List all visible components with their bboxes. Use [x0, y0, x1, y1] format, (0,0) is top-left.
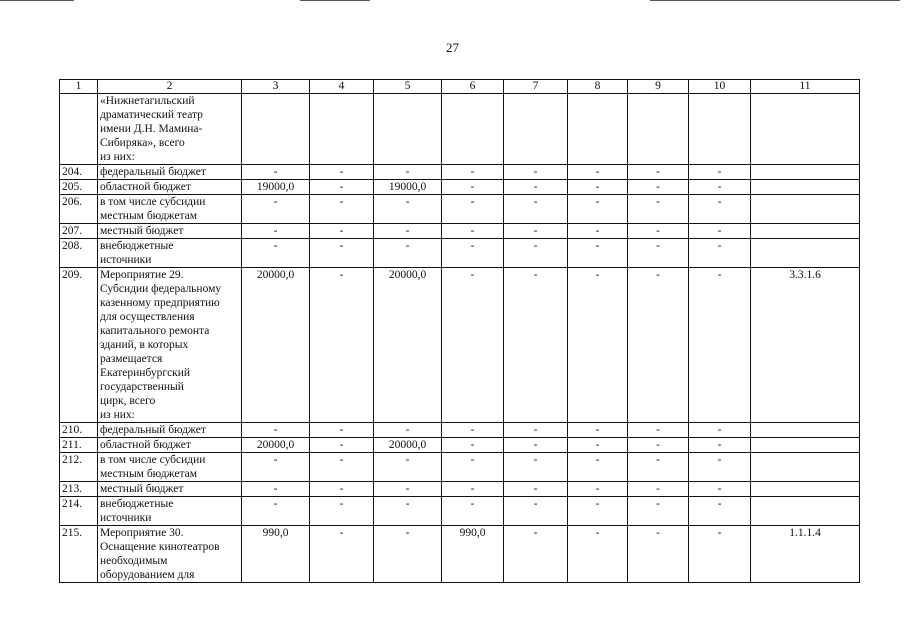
value-cell-c9: - — [628, 423, 689, 438]
value-cell-c8: - — [568, 453, 628, 482]
value-cell-c11: 1.1.1.4 — [751, 526, 860, 583]
value-cell-c4: - — [310, 165, 374, 180]
budget-table — [59, 79, 860, 583]
table-row — [60, 453, 860, 482]
row-number: 214. — [60, 497, 98, 526]
value-cell-c4: - — [310, 423, 374, 438]
description-line: областной бюджет — [100, 181, 191, 193]
value-cell-c11 — [751, 239, 860, 268]
value-cell-c10: - — [689, 497, 751, 526]
description-line: местным бюджетам — [100, 468, 197, 480]
value-cell-c5: - — [374, 165, 442, 180]
value-cell-c5 — [374, 94, 442, 165]
value-cell-c4: - — [310, 438, 374, 453]
value-cell-c5: - — [374, 423, 442, 438]
value-cell-c4: - — [310, 239, 374, 268]
value-cell-c6: - — [442, 165, 504, 180]
row-number: 212. — [60, 453, 98, 482]
value-cell-c3: 20000,0 — [242, 438, 310, 453]
table-row — [60, 526, 860, 583]
value-cell-c8: - — [568, 165, 628, 180]
value-cell-c4: - — [310, 453, 374, 482]
value-cell-c7: - — [504, 482, 568, 497]
value-cell-c10 — [689, 94, 751, 165]
header-cell: 7 — [504, 80, 568, 94]
value-cell-c11 — [751, 497, 860, 526]
value-cell-c6: - — [442, 482, 504, 497]
value-cell-c10: - — [689, 180, 751, 195]
row-description — [98, 268, 242, 423]
value-cell-c3: - — [242, 165, 310, 180]
row-number: 208. — [60, 239, 98, 268]
row-description — [98, 497, 242, 526]
row-number: 209. — [60, 268, 98, 423]
value-cell-c11 — [751, 482, 860, 497]
header-cell: 4 — [310, 80, 374, 94]
description-line: Субсидии федеральному — [100, 283, 222, 295]
value-cell-c5: 20000,0 — [374, 268, 442, 423]
value-cell-c5: - — [374, 482, 442, 497]
header-cell: 1 — [60, 80, 98, 94]
value-cell-c7: - — [504, 224, 568, 239]
header-cell: 5 — [374, 80, 442, 94]
table-row — [60, 268, 860, 423]
description-line: государственный — [100, 381, 184, 393]
row-description — [98, 438, 242, 453]
row-number: 215. — [60, 526, 98, 583]
description-line: федеральный бюджет — [100, 424, 206, 436]
header-cell: 6 — [442, 80, 504, 94]
value-cell-c6: - — [442, 438, 504, 453]
value-cell-c7: - — [504, 453, 568, 482]
value-cell-c3: - — [242, 453, 310, 482]
row-number — [60, 94, 98, 165]
value-cell-c9: - — [628, 165, 689, 180]
value-cell-c4: - — [310, 526, 374, 583]
value-cell-c3: - — [242, 195, 310, 224]
table-row — [60, 165, 860, 180]
description-line: оборудованием для — [100, 569, 195, 581]
value-cell-c3: 20000,0 — [242, 268, 310, 423]
value-cell-c6: - — [442, 268, 504, 423]
value-cell-c11 — [751, 94, 860, 165]
value-cell-c8: - — [568, 438, 628, 453]
description-line: местным бюджетам — [100, 210, 197, 222]
table-row — [60, 224, 860, 239]
value-cell-c4: - — [310, 482, 374, 497]
page-number: 27 — [446, 40, 459, 55]
table-row — [60, 94, 860, 165]
value-cell-c6: - — [442, 224, 504, 239]
value-cell-c5: - — [374, 497, 442, 526]
scan-top-line-right — [650, 0, 900, 1]
header-cell: 11 — [751, 80, 860, 94]
value-cell-c6: - — [442, 195, 504, 224]
value-cell-c6: - — [442, 497, 504, 526]
value-cell-c10: - — [689, 165, 751, 180]
value-cell-c8: - — [568, 482, 628, 497]
header-cell: 9 — [628, 80, 689, 94]
description-line: «Нижнетагильский — [100, 95, 195, 107]
value-cell-c4: - — [310, 268, 374, 423]
value-cell-c3: - — [242, 482, 310, 497]
row-description — [98, 94, 242, 165]
value-cell-c10: - — [689, 268, 751, 423]
value-cell-c9: - — [628, 526, 689, 583]
header-cell: 10 — [689, 80, 751, 94]
value-cell-c6: - — [442, 180, 504, 195]
row-description — [98, 195, 242, 224]
description-line: казенному предприятию — [100, 297, 220, 309]
value-cell-c8: - — [568, 195, 628, 224]
value-cell-c10: - — [689, 526, 751, 583]
description-line: в том числе субсидии — [100, 454, 206, 466]
value-cell-c11: 3.3.1.6 — [751, 268, 860, 423]
value-cell-c7: - — [504, 497, 568, 526]
table-row — [60, 180, 860, 195]
row-description — [98, 180, 242, 195]
value-cell-c11 — [751, 423, 860, 438]
table-row — [60, 239, 860, 268]
table-row — [60, 195, 860, 224]
table-row — [60, 423, 860, 438]
description-line: местный бюджет — [100, 483, 184, 495]
description-line: необходимым — [100, 555, 168, 567]
value-cell-c6: 990,0 — [442, 526, 504, 583]
value-cell-c3: - — [242, 224, 310, 239]
value-cell-c8 — [568, 94, 628, 165]
description-line: Мероприятие 30. — [100, 527, 184, 539]
value-cell-c10: - — [689, 239, 751, 268]
description-line: из них: — [100, 151, 135, 163]
value-cell-c4: - — [310, 195, 374, 224]
value-cell-c3: - — [242, 497, 310, 526]
value-cell-c8: - — [568, 526, 628, 583]
description-line: Мероприятие 29. — [100, 269, 184, 281]
description-line: в том числе субсидии — [100, 196, 206, 208]
value-cell-c5: 20000,0 — [374, 438, 442, 453]
row-description — [98, 453, 242, 482]
row-description — [98, 224, 242, 239]
value-cell-c8: - — [568, 423, 628, 438]
value-cell-c11 — [751, 438, 860, 453]
description-line: капитального ремонта — [100, 325, 210, 337]
row-description — [98, 423, 242, 438]
description-line: областной бюджет — [100, 439, 191, 451]
row-number: 205. — [60, 180, 98, 195]
row-description — [98, 526, 242, 583]
description-line: драматический театр — [100, 109, 203, 121]
value-cell-c3 — [242, 94, 310, 165]
value-cell-c3: 990,0 — [242, 526, 310, 583]
value-cell-c3: - — [242, 423, 310, 438]
value-cell-c8: - — [568, 268, 628, 423]
value-cell-c9: - — [628, 268, 689, 423]
value-cell-c7: - — [504, 165, 568, 180]
description-line: из них: — [100, 409, 135, 421]
value-cell-c5: - — [374, 195, 442, 224]
value-cell-c11 — [751, 165, 860, 180]
value-cell-c5: - — [374, 224, 442, 239]
row-number: 204. — [60, 165, 98, 180]
description-line: внебюджетные — [100, 240, 174, 252]
value-cell-c8: - — [568, 497, 628, 526]
description-line: цирк, всего — [100, 395, 156, 407]
value-cell-c3: - — [242, 239, 310, 268]
value-cell-c10: - — [689, 453, 751, 482]
header-cell: 8 — [568, 80, 628, 94]
value-cell-c9: - — [628, 224, 689, 239]
description-line: Сибиряка», всего — [100, 137, 185, 149]
value-cell-c4: - — [310, 180, 374, 195]
value-cell-c6: - — [442, 423, 504, 438]
value-cell-c7: - — [504, 438, 568, 453]
value-cell-c11 — [751, 180, 860, 195]
value-cell-c7: - — [504, 239, 568, 268]
table-row — [60, 497, 860, 526]
value-cell-c9: - — [628, 453, 689, 482]
description-line: зданий, в которых — [100, 339, 189, 351]
value-cell-c7: - — [504, 268, 568, 423]
description-line: источники — [100, 512, 152, 524]
value-cell-c6 — [442, 94, 504, 165]
header-cell: 2 — [98, 80, 242, 94]
description-line: местный бюджет — [100, 225, 184, 237]
value-cell-c9 — [628, 94, 689, 165]
value-cell-c9: - — [628, 195, 689, 224]
value-cell-c7: - — [504, 423, 568, 438]
description-line: размещается — [100, 353, 163, 365]
value-cell-c10: - — [689, 438, 751, 453]
value-cell-c5: 19000,0 — [374, 180, 442, 195]
value-cell-c6: - — [442, 453, 504, 482]
value-cell-c9: - — [628, 239, 689, 268]
scan-top-line-left — [0, 0, 74, 1]
value-cell-c8: - — [568, 224, 628, 239]
value-cell-c11 — [751, 195, 860, 224]
value-cell-c8: - — [568, 239, 628, 268]
table-row — [60, 438, 860, 453]
value-cell-c5: - — [374, 453, 442, 482]
value-cell-c9: - — [628, 438, 689, 453]
row-number: 210. — [60, 423, 98, 438]
value-cell-c10: - — [689, 423, 751, 438]
description-line: источники — [100, 254, 152, 266]
value-cell-c7 — [504, 94, 568, 165]
description-line: федеральный бюджет — [100, 166, 206, 178]
row-number: 213. — [60, 482, 98, 497]
row-description — [98, 165, 242, 180]
value-cell-c4 — [310, 94, 374, 165]
description-line: для осуществления — [100, 311, 195, 323]
value-cell-c4: - — [310, 224, 374, 239]
scan-top-line-center — [300, 0, 370, 1]
description-line: имени Д.Н. Мамина- — [100, 123, 203, 135]
value-cell-c5: - — [374, 239, 442, 268]
value-cell-c9: - — [628, 497, 689, 526]
value-cell-c9: - — [628, 482, 689, 497]
row-description — [98, 239, 242, 268]
value-cell-c7: - — [504, 526, 568, 583]
value-cell-c7: - — [504, 180, 568, 195]
description-line: внебюджетные — [100, 498, 174, 510]
table-header-row — [60, 80, 860, 94]
value-cell-c11 — [751, 453, 860, 482]
row-description — [98, 482, 242, 497]
value-cell-c5: - — [374, 526, 442, 583]
value-cell-c9: - — [628, 180, 689, 195]
value-cell-c7: - — [504, 195, 568, 224]
value-cell-c10: - — [689, 224, 751, 239]
header-cell: 3 — [242, 80, 310, 94]
value-cell-c10: - — [689, 482, 751, 497]
description-line: Екатеринбургский — [100, 367, 191, 379]
value-cell-c8: - — [568, 180, 628, 195]
row-number: 211. — [60, 438, 98, 453]
description-line: Оснащение кинотеатров — [100, 541, 220, 553]
row-number: 207. — [60, 224, 98, 239]
table-row — [60, 482, 860, 497]
value-cell-c6: - — [442, 239, 504, 268]
value-cell-c10: - — [689, 195, 751, 224]
value-cell-c4: - — [310, 497, 374, 526]
value-cell-c3: 19000,0 — [242, 180, 310, 195]
value-cell-c11 — [751, 224, 860, 239]
row-number: 206. — [60, 195, 98, 224]
